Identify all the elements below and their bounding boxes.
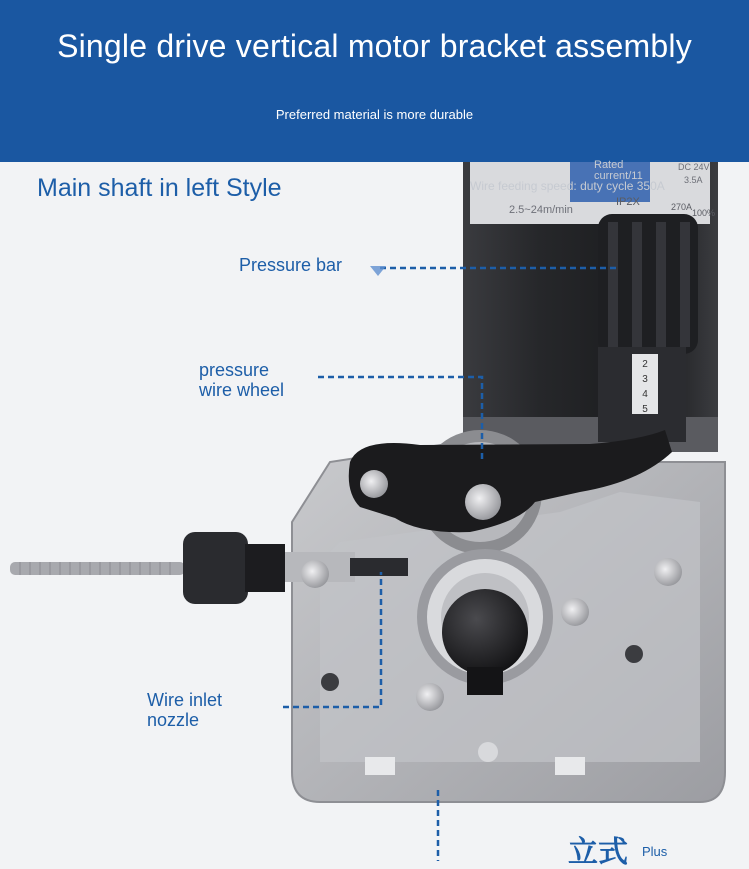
label-line: wire wheel [199,380,285,400]
motor-plate-speed-range: 2.5~24m/min [509,204,573,216]
motor-plate-ampere: 3.5A [684,175,703,185]
label-line: Wire inlet [147,690,223,710]
svg-text:2: 2 [642,359,648,370]
motor-plate-protection: IP2X [616,196,640,208]
header-banner [0,0,749,162]
section-title: Main shaft in left Style [37,174,282,202]
motor-plate-duty-100: 100% [692,208,716,218]
motor-plate-feed-speed: Wire feeding speed: duty cycle 350A [470,179,665,193]
page-subtitle: Preferred material is more durable [275,107,474,122]
product-photo [0,159,749,861]
motor-plate-voltage: DC 24V [678,162,710,172]
label-pressure-wire-wheel [199,360,284,400]
footer-plus-label: Plus [642,844,668,859]
svg-text:4: 4 [642,389,648,400]
motor-plate-duty-270: 270A [671,202,693,212]
svg-text:5: 5 [642,404,648,415]
label-wire-inlet-nozzle [147,690,222,730]
footer-glyphs: 立式 [568,836,628,869]
svg-text:3: 3 [642,374,648,385]
label-line: pressure [199,360,270,380]
label-pressure-bar: Pressure bar [239,255,343,275]
label-line: nozzle [147,710,200,730]
page-title: Single drive vertical motor bracket assembly [57,28,692,64]
motor-plate-rated: Rated current/11 [594,159,643,182]
